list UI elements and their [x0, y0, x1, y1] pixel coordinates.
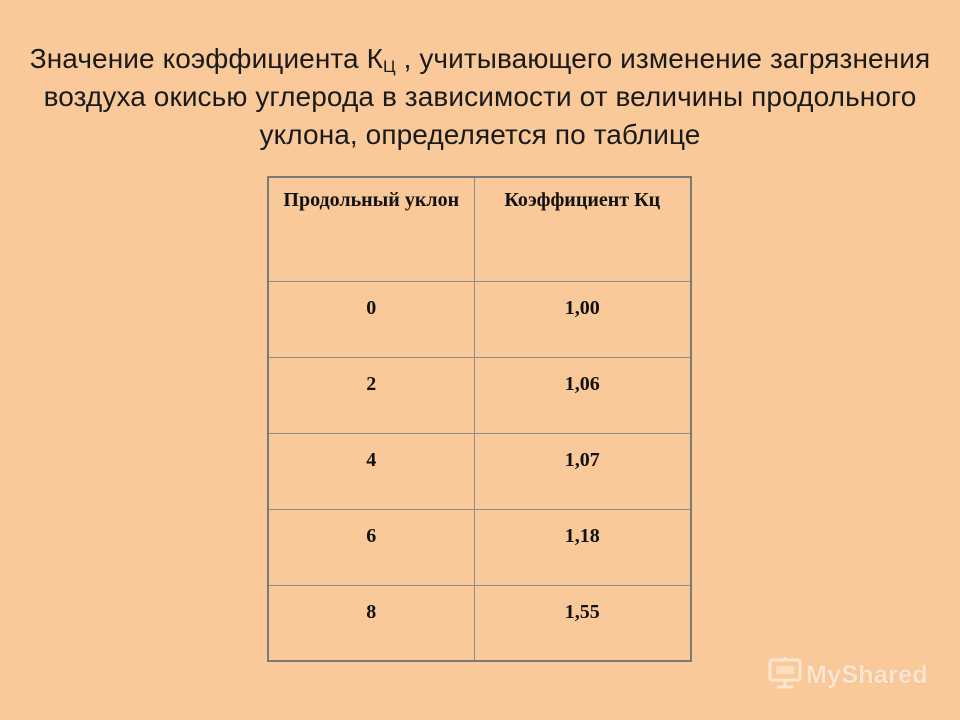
logo-text: MyShared: [806, 661, 928, 689]
title-text-part1: Значение коэффициента К: [29, 43, 383, 74]
cell-slope: 6: [268, 509, 474, 585]
myshared-logo[interactable]: [768, 656, 928, 695]
title-subscript: Ц: [383, 57, 396, 76]
title-line-1: [10, 40, 950, 78]
table-row: [268, 357, 691, 433]
table-row: [268, 281, 691, 357]
cell-coefficient: 1,06: [474, 357, 691, 433]
cell-slope: 4: [268, 433, 474, 509]
cell-slope: 0: [268, 281, 474, 357]
cell-slope: 2: [268, 357, 474, 433]
title-line-2: воздуха окисью углерода в зависимости от величины продольного: [43, 81, 917, 112]
cell-slope: 8: [268, 585, 474, 661]
header-slope: Продольный уклон: [268, 177, 474, 281]
header-coefficient: Коэффициент Кц: [474, 177, 691, 281]
presentation-board-icon: [768, 656, 802, 695]
cell-coefficient: 1,07: [474, 433, 691, 509]
table-row: [268, 585, 691, 661]
table-row: [268, 433, 691, 509]
table-header-row: [268, 177, 691, 281]
title-text-part2: , учитывающего изменение загрязнения: [395, 43, 931, 74]
table-row: [268, 509, 691, 585]
slide-title: [10, 40, 950, 154]
cell-coefficient: 1,18: [474, 509, 691, 585]
coefficient-table: [267, 176, 692, 662]
cell-coefficient: 1,00: [474, 281, 691, 357]
cell-coefficient: 1,55: [474, 585, 691, 661]
title-line-3: уклона, определяется по таблице: [259, 119, 701, 150]
